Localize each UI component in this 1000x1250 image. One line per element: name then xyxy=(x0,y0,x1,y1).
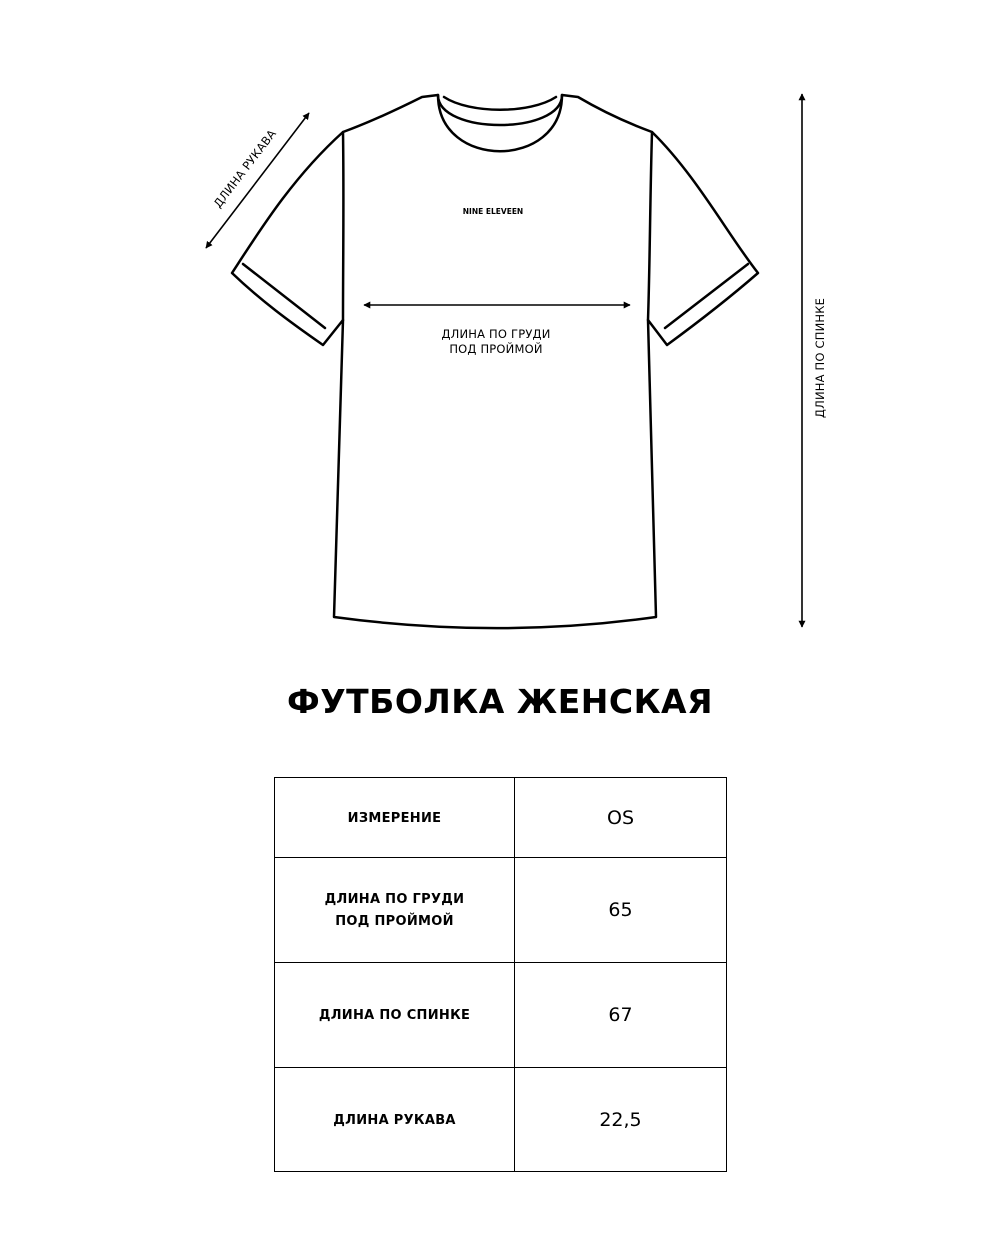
row-value: 22,5 xyxy=(599,1108,642,1131)
size-table xyxy=(274,777,727,1172)
table-row xyxy=(275,1068,727,1172)
value-cell xyxy=(515,963,727,1068)
tshirt-right-cuff xyxy=(665,264,748,328)
chest-label-line2: ПОД ПРОЙМОЙ xyxy=(449,342,543,356)
sleeve-label: ДЛИНА РУКАВА xyxy=(210,126,280,211)
row-value: 65 xyxy=(608,899,633,921)
table-row xyxy=(275,963,727,1068)
table-row xyxy=(275,858,727,963)
value-cell xyxy=(515,1068,727,1172)
header-size: OS xyxy=(606,806,634,829)
value-cell xyxy=(515,858,727,963)
table-header-row xyxy=(275,778,727,858)
row-param: ДЛИНА ПО ГРУДИ ПОД ПРОЙМОЙ xyxy=(324,892,465,929)
back-length-label: ДЛИНА ПО СПИНКЕ xyxy=(813,297,827,419)
tshirt-left-cuff xyxy=(243,264,325,328)
tshirt-collar-back xyxy=(444,97,556,110)
param-cell xyxy=(275,963,515,1068)
row-value: 67 xyxy=(608,1004,633,1026)
header-param: ИЗМЕРЕНИЕ xyxy=(347,810,442,826)
header-value-cell xyxy=(515,778,727,858)
page-title: ФУТБОЛКА ЖЕНСКАЯ xyxy=(287,682,713,721)
row-param: ДЛИНА ПО СПИНКЕ xyxy=(318,1008,471,1023)
tshirt-body xyxy=(232,95,758,628)
row-param: ДЛИНА РУКАВА xyxy=(333,1112,456,1128)
chest-label-line1: ДЛИНА ПО ГРУДИ xyxy=(441,327,551,341)
tshirt-right-armhole xyxy=(648,132,652,320)
header-param-cell xyxy=(275,778,515,858)
sleeve-measure-arrow xyxy=(206,113,309,248)
tshirt-outline xyxy=(232,95,758,628)
brand-label: NINE ELEVEEN xyxy=(462,207,524,216)
param-cell xyxy=(275,858,515,963)
param-cell xyxy=(275,1068,515,1172)
